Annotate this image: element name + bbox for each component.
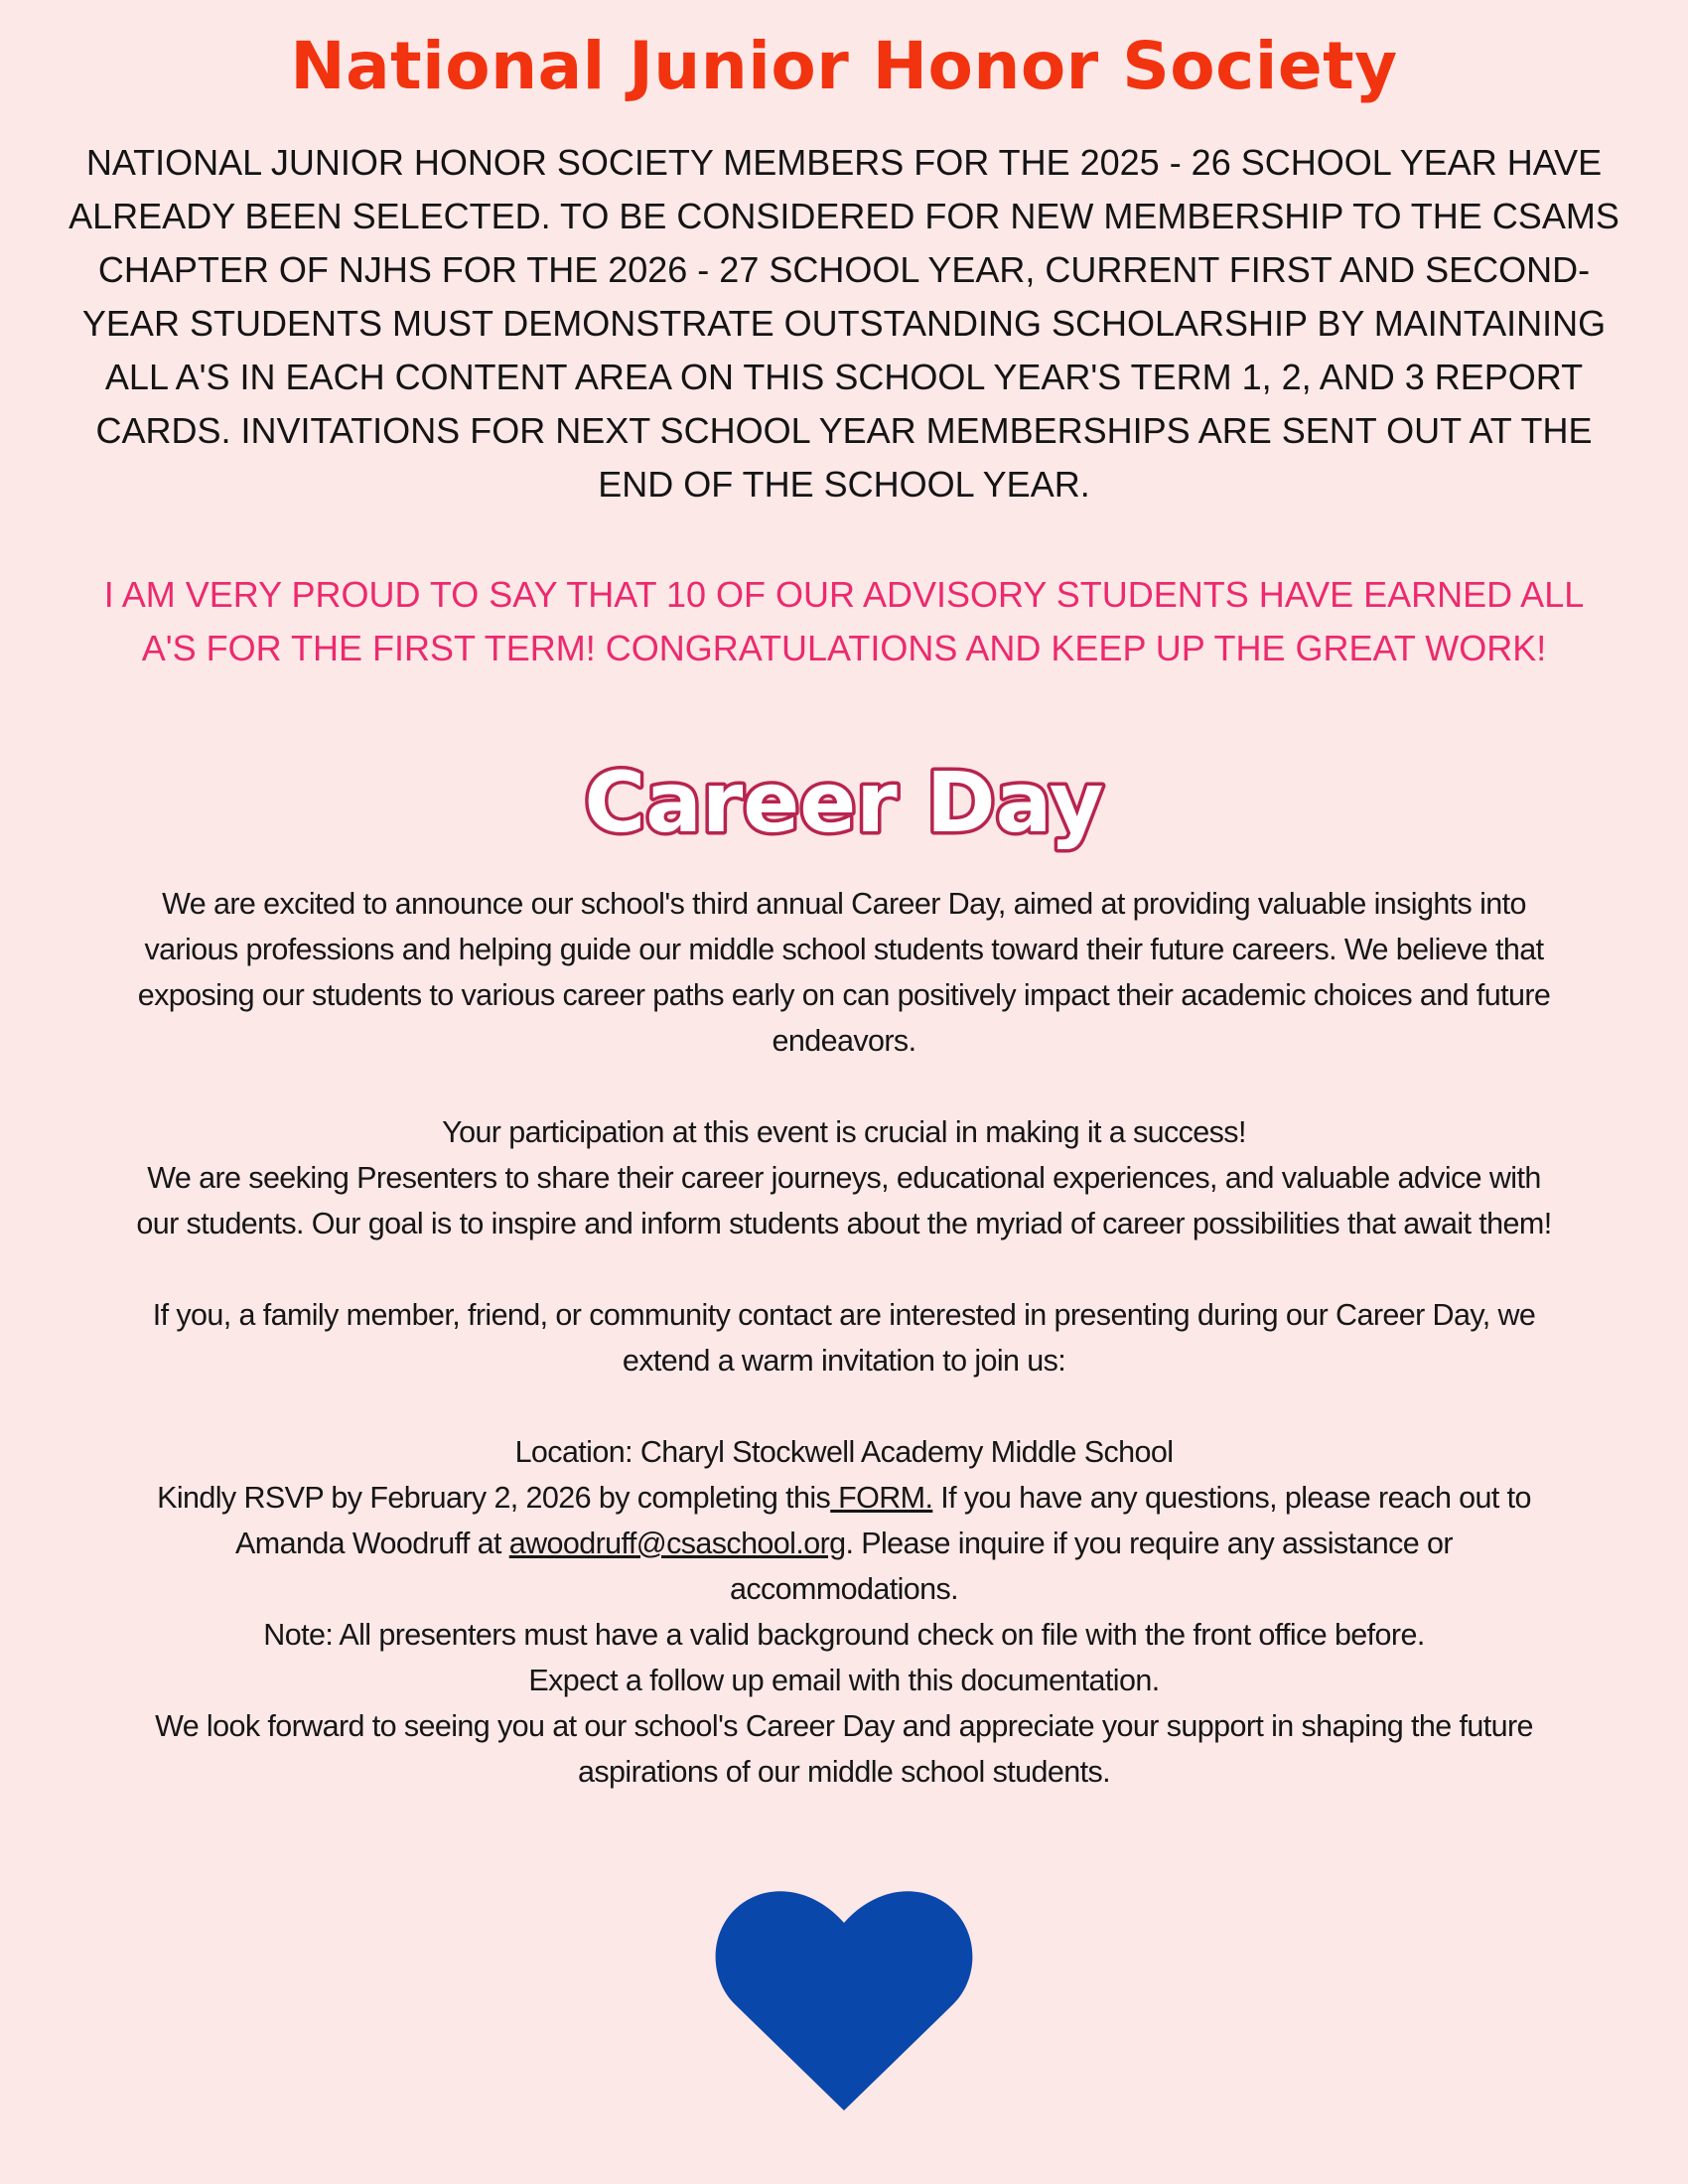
career-participation: Your participation at this event is crucial in making it a success! xyxy=(442,1115,1246,1149)
contact-email-link[interactable]: awoodruff@csaschool.org xyxy=(508,1527,846,1560)
career-location: Location: Charyl Stockwell Academy Middle School xyxy=(514,1435,1174,1469)
career-invitation: If you, a family member, friend, or community contact are interested in presenting during our Career Day, we extend a warm invitation to join us: xyxy=(152,1298,1536,1378)
career-note: Note: All presenters must have a valid background check on file with the front office before. xyxy=(263,1618,1425,1652)
heart-icon xyxy=(713,1887,975,2115)
rsvp-form-link[interactable]: FORM. xyxy=(830,1481,933,1515)
rsvp-text-middle: If you have any questions, please reach out to Amanda Woodruff at xyxy=(235,1481,1531,1560)
career-expect: Expect a follow up email with this documentation. xyxy=(528,1664,1160,1697)
rsvp-text-start: Kindly RSVP by February 2, 2026 by completing this xyxy=(157,1481,831,1515)
career-closing: We look forward to seeing you at our school's Career Day and appreciate your support in shaping the future aspirations of our middle school students. xyxy=(155,1709,1533,1789)
career-day-heading xyxy=(0,750,1688,859)
career-day-title: Career Day xyxy=(584,754,1104,851)
rsvp-text-end: . Please inquire if you require any assistance or accommodations. xyxy=(729,1527,1453,1606)
career-seeking-presenters: We are seeking Presenters to share their career journeys, educational experiences, and valuable advice with our students. Our goal is to inspire and inform students about the myriad of career possibilities that await them! xyxy=(136,1161,1552,1240)
career-day-details xyxy=(129,881,1559,1795)
njhs-congratulations: I AM VERY PROUD TO SAY THAT 10 OF OUR ADVISORY STUDENTS HAVE EARNED ALL A'S FOR THE FIRST TERM! CONGRATULATIONS AND KEEP UP THE GREAT WORK! xyxy=(103,574,1585,668)
career-day-title-graphic xyxy=(566,750,1122,859)
career-rsvp xyxy=(129,1475,1559,1612)
njhs-description: NATIONAL JUNIOR HONOR SOCIETY MEMBERS FOR THE 2025 - 26 SCHOOL YEAR HAVE ALREADY BEEN SELECTED. TO BE CONSIDERED FOR NEW MEMBERSHIP TO THE CSAMS CHAPTER OF NJHS FOR THE 2026 - 27 SCHOOL YEAR, CURRENT FIRST AND SECOND-YEAR STUDENTS MUST DEMONSTRATE OUTSTANDING SCHOLARSHIP BY MAINTAINING ALL A'S IN EACH CONTENT AREA ON THIS SCHOOL YEAR'S TERM 1, 2, AND 3 REPORT CARDS. INVITATIONS FOR NEXT SCHOOL YEAR MEMBERSHIPS ARE SENT OUT AT THE END OF THE SCHOOL YEAR. xyxy=(69,142,1619,505)
career-intro: We are excited to announce our school's third annual Career Day, aimed at providing valuable insights into various professions and helping guide our middle school students toward their future careers. We believe that exposing our students to various career paths early on can positively impact their academic choices and future endeavors. xyxy=(137,887,1551,1058)
njhs-title: National Junior Honor Society xyxy=(290,28,1398,104)
